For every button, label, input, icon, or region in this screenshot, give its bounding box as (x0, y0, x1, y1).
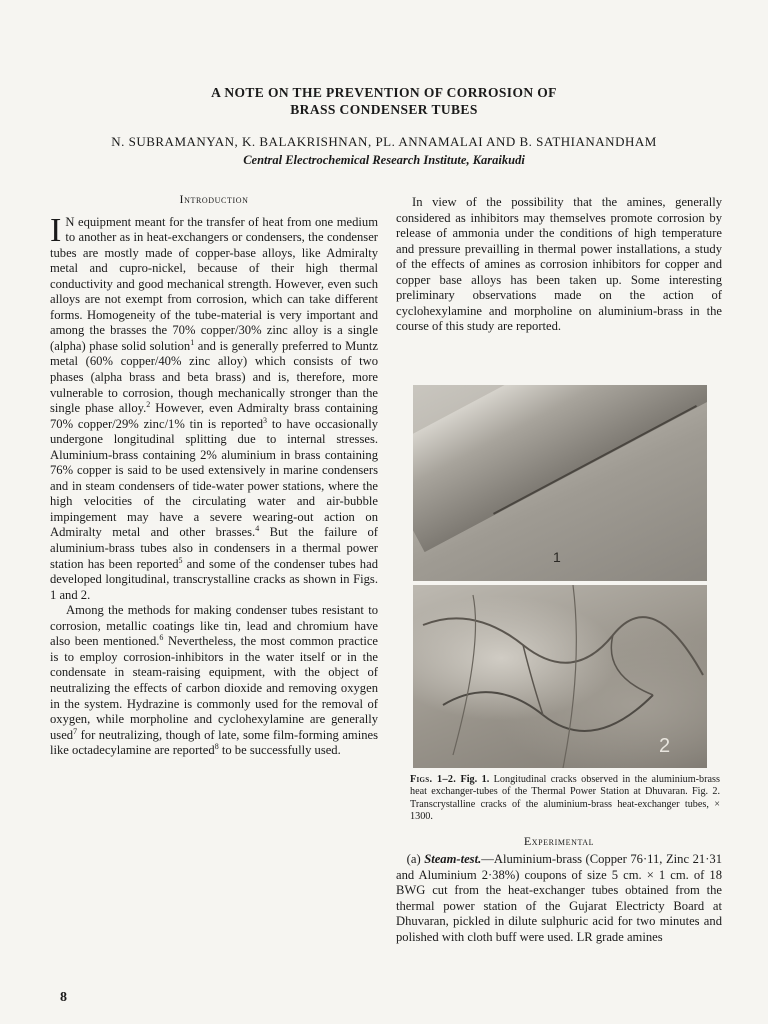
paper-title (0, 84, 768, 118)
figure-1-label: 1 (553, 549, 561, 565)
reference-6: 6 (159, 633, 164, 643)
right-column (396, 195, 722, 335)
drop-cap: I (50, 211, 62, 249)
page-number: 8 (60, 990, 67, 1005)
intro-paragraph-1: I N equipment meant for the transfer of heat from one medium to another as in heat-exchangers or condensers, the condenser tubes are mostly made of copper-base alloys, like Admiralty metal and cupro-nickel, because of their high thermal conductivity and good mechanical strength. However, even such alloys are not exempt from corrosion, which can take different forms. Homogeneity of the tube-material is very important and among the brasses the 70% copper/30% zinc alloy is a single (alpha) phase solid solution$^1$ and is generally preferred to Muntz metal (60% copper/40% zinc alloy) which consists of two phases (alpha brass and beta brass) and is, therefore, more vulnerable to corrosion, though mechanically stronger than the single phase alloy.$^2$ However, even Admiralty brass containing 70% copper/29% zinc/1% tin is reported$^3$ to have occasionally undergone longitudinal splitting due to internal stresses. Aluminium-brass containing 2% aluminium in brass containing 76% copper is said to be used extensively in marine condensers and in steam condensers of tide-water power stations, where the high velocities of the circulating water and air-bubble impingement may have a severe wearing-out action on Admiralty metal and other brasses.$^4$ But the failure of aluminium-brass tubes also in condensers in a thermal power station has been reported$^5$ and some of the condenser tubes had developed longitudinal, transcrystalline cracks as shown in Figs. 1 and 2. (50, 211, 379, 602)
intro-paragraph-2: Among the methods for making condenser tubes resistant to corrosion, metallic coatings like tin, lead and chromium have also been mentioned.$^6$ Nevertheless, the most common practice is to employ corrosion-inhibitors in the water itself or in the condensate in steam-raising equipment, with the object of neutralizing the effects of carbon dioxide and removing oxygen in the system. Hydrazine is commonly used for the removal of oxygen, while morpholine and cyclohexylamine are generally used$^7$ for neutralizing, though of late, some film-forming amines like octadecylamine are reported$^8$ to be successfully used. (50, 603, 379, 758)
figure-1-photo (413, 385, 707, 581)
figure-2-label: 2 (659, 735, 671, 757)
figure-2-photo (413, 585, 707, 768)
tube-surface (413, 385, 707, 552)
author-list: N. SUBRAMANYAN, K. BALAKRISHNAN, PL. ANNAMALAI AND B. SATHIANANDHAM (111, 134, 657, 149)
steam-test-label: Steam-test. (424, 852, 482, 866)
experimental-heading: Experimental (523, 834, 595, 848)
reference-4: 4 (255, 524, 260, 534)
figure-micrographs (413, 385, 707, 768)
experimental-paragraph: (a) Steam-test.—Aluminium-brass (Copper 76·11, Zinc 21·31 and Aluminium 2·38%) coupons of size 5 cm. × 1 cm. of 18 BWG cut from the heat-exchanger tubes obtained from the thermal power station of the Gujarat Electricty Board at Dhuvaran, pickled in dilute sulphuric acid for two minutes and polished with cloth buff were used. LR grade amines (396, 852, 722, 944)
left-column (50, 192, 378, 759)
title-line-1: A NOTE ON THE PREVENTION OF CORROSION OF (211, 85, 557, 100)
intro-paragraph-3: In view of the possibility that the amines, generally considered as inhibitors may themselves promote corrosion by release of ammonia under the conditions of high temperature and pressure prevailling in thermal power installations, a study of the effects of amines as corrosion inhibitors for copper and copper base alloys has been taken up. Some interesting preliminary observations made on the action of cyclohexylamine and morpholine on aluminium-brass in the course of this study are reported. (396, 195, 722, 334)
reference-8: 8 (214, 741, 219, 751)
reference-7: 7 (73, 726, 78, 736)
reference-1: 1 (190, 337, 195, 347)
title-line-2: BRASS CONDENSER TUBES (290, 102, 478, 117)
figure-caption: Figs. 1–2. Fig. 1. Longitudinal cracks observed in the aluminium-brass heat exchanger-tubes of the Thermal Power Station at Dhuvaran. Fig. 2. Transcrystalline cracks of the aluminium-brass heat-exchanger tubes, × 1300. (410, 774, 720, 823)
introduction-heading: Introduction (179, 192, 249, 206)
reference-3: 3 (263, 415, 267, 425)
reference-5: 5 (178, 555, 183, 565)
affiliation: Central Electrochemical Research Institute, Karaikudi (243, 153, 525, 167)
reference-2: 2 (146, 399, 151, 409)
